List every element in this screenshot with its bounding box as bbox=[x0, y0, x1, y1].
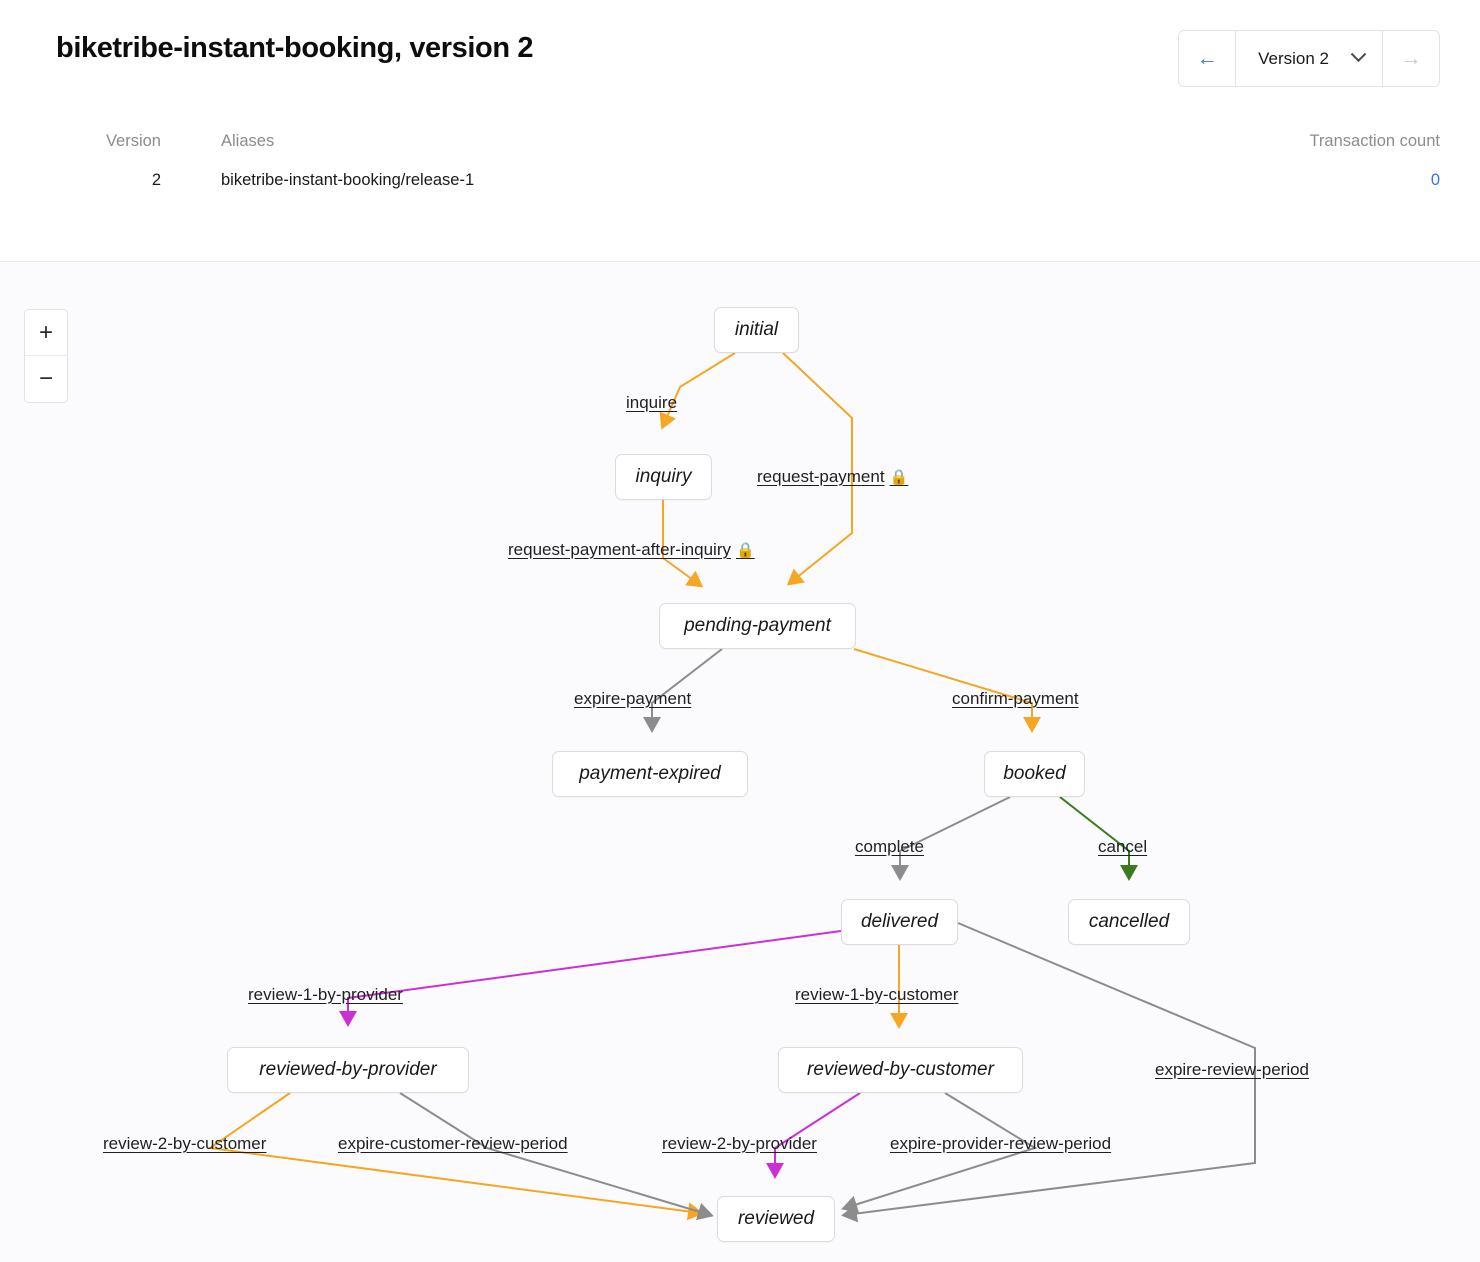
transition-label-text: review-2-by-provider bbox=[662, 1134, 817, 1153]
chevron-down-icon bbox=[1351, 46, 1367, 62]
state-node-label: pending-payment bbox=[684, 615, 831, 636]
transition-label-text: inquire bbox=[626, 393, 678, 412]
version-meta bbox=[56, 132, 1440, 190]
transition-label-inquire[interactable] bbox=[626, 393, 677, 413]
transition-label-review-2-by-customer[interactable] bbox=[103, 1134, 266, 1154]
transition-label-text: review-1-by-provider bbox=[248, 985, 403, 1004]
state-machine-graph bbox=[0, 263, 1480, 1262]
transition-label-text: review-1-by-customer bbox=[795, 985, 959, 1004]
column-header-aliases: Aliases bbox=[221, 132, 275, 150]
lock-icon: 🔒 bbox=[735, 542, 755, 559]
state-node-reviewed-by-provider[interactable] bbox=[227, 1047, 469, 1093]
transition-label-expire-provider-review-period[interactable] bbox=[890, 1134, 1111, 1154]
next-version-button[interactable]: → bbox=[1383, 31, 1439, 86]
zoom-out-button[interactable]: − bbox=[25, 356, 67, 402]
transaction-count-value[interactable]: 0 bbox=[1430, 171, 1440, 189]
state-node-delivered[interactable] bbox=[841, 899, 958, 945]
version-select-value: Version 2 bbox=[1258, 48, 1329, 68]
transition-label-expire-payment[interactable] bbox=[574, 689, 691, 709]
state-node-pending-payment[interactable] bbox=[659, 603, 856, 649]
transition-label-text: complete bbox=[855, 837, 924, 856]
zoom-in-button[interactable]: + bbox=[25, 310, 67, 356]
transition-label-text: request-payment bbox=[757, 467, 885, 486]
transition-label-text: expire-review-period bbox=[1155, 1060, 1310, 1079]
transition-label-text: expire-customer-review-period bbox=[338, 1134, 568, 1153]
previous-version-button[interactable]: ← bbox=[1179, 31, 1235, 86]
state-node-reviewed-by-customer[interactable] bbox=[778, 1047, 1023, 1093]
state-node-label: initial bbox=[734, 319, 779, 340]
transition-label-text: confirm-payment bbox=[952, 689, 1079, 708]
transition-label-text: review-2-by-customer bbox=[103, 1134, 267, 1153]
meta-value-row bbox=[56, 171, 1440, 190]
transition-label-review-2-by-provider[interactable] bbox=[662, 1134, 817, 1154]
state-node-label: reviewed-by-provider bbox=[259, 1059, 437, 1080]
column-header-version: Version bbox=[105, 132, 161, 150]
transition-label-review-1-by-provider[interactable] bbox=[248, 985, 403, 1005]
state-node-label: inquiry bbox=[635, 466, 692, 487]
transition-label-request-payment[interactable] bbox=[757, 467, 908, 487]
state-node-label: reviewed bbox=[737, 1208, 815, 1229]
state-node-initial[interactable] bbox=[714, 307, 799, 353]
transition-label-review-1-by-customer[interactable] bbox=[795, 985, 958, 1005]
transition-label-text: expire-payment bbox=[574, 689, 692, 708]
transition-label-complete[interactable] bbox=[855, 837, 924, 857]
state-node-inquiry[interactable] bbox=[615, 454, 712, 500]
state-node-reviewed[interactable] bbox=[717, 1196, 835, 1242]
state-node-label: cancelled bbox=[1088, 911, 1170, 932]
transition-label-cancel[interactable] bbox=[1098, 837, 1147, 857]
state-node-label: payment-expired bbox=[579, 763, 721, 784]
version-value: 2 bbox=[151, 171, 161, 189]
column-header-transaction-count: Transaction count bbox=[1309, 132, 1440, 150]
state-node-payment-expired[interactable] bbox=[552, 751, 748, 797]
transition-label-text: expire-provider-review-period bbox=[890, 1134, 1112, 1153]
page-header bbox=[0, 0, 1480, 262]
meta-header-row bbox=[56, 132, 1440, 151]
version-select[interactable] bbox=[1236, 31, 1382, 86]
graph-canvas[interactable] bbox=[0, 263, 1480, 1262]
state-node-label: delivered bbox=[860, 911, 939, 932]
version-switcher bbox=[1178, 30, 1440, 87]
transition-label-text: request-payment-after-inquiry bbox=[508, 540, 731, 559]
state-node-label: booked bbox=[1003, 763, 1066, 784]
transition-label-confirm-payment[interactable] bbox=[952, 689, 1079, 709]
alias-value: biketribe-instant-booking/release-1 bbox=[221, 171, 475, 189]
lock-icon: 🔒 bbox=[889, 469, 909, 486]
state-node-label: reviewed-by-customer bbox=[807, 1059, 994, 1080]
transition-label-expire-customer-review-period[interactable] bbox=[338, 1134, 568, 1154]
transition-label-expire-review-period[interactable] bbox=[1155, 1060, 1309, 1080]
state-node-cancelled[interactable] bbox=[1068, 899, 1190, 945]
state-node-booked[interactable] bbox=[984, 751, 1085, 797]
transition-label-text: cancel bbox=[1098, 837, 1148, 856]
page-title: biketribe-instant-booking, version 2 bbox=[56, 32, 534, 64]
transition-label-request-payment-after-inquiry[interactable] bbox=[508, 540, 755, 560]
zoom-controls bbox=[24, 309, 68, 403]
